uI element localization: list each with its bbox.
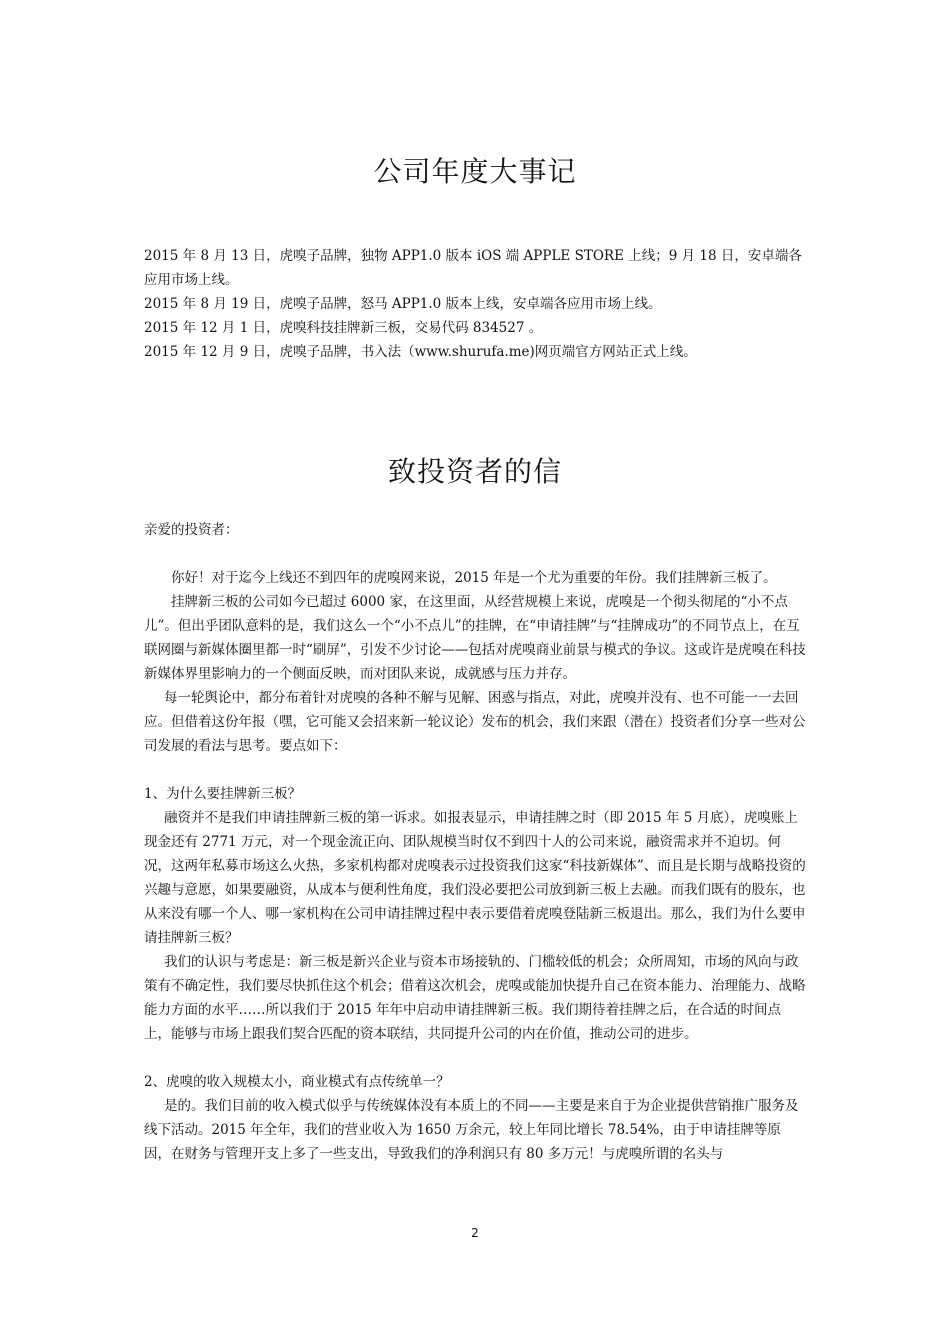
letter-paragraph: 每一轮舆论中，都分布着针对虎嗅的各种不解与见解、困惑与指点，对此，虎嗅并没有、也不可能一一去回应。但借着这份年报（嘿，它可能又会招来新一轮议论）发布的机会，我们来跟（潜在）投资者们分享一些对公司发展的看法与思考。要点如下：	[144, 690, 806, 754]
letter-paragraph: 融资并不是我们申请挂牌新三板的第一诉求。如报表显示，申请挂牌之时（即 2015 年 5 月底），虎嗅账上现金还有 2771 万元，对一个现金流正向、团队规模当时仅不到四十人的公司来说，融资需求并不迫切。何况，这两年私募市场这么火热，多家机构都对虎嗅表示过投资我们这家“科技新媒体”、而且是长期与战略投资的兴趣与意愿，如果要融资，从成本与便利性角度，我们没必要把公司放到新三板上去融。而我们既有的股东，也从来没有哪一个人、哪一家机构在公司申请挂牌过程中表示要借着虎嗅登陆新三板退出。那么，我们为什么要申请挂牌新三板？	[144, 810, 806, 946]
event-item: 2015 年 8 月 19 日，虎嗅子品牌，怒马 APP1.0 版本上线，安卓端各应用市场上线。	[144, 296, 662, 312]
event-item: 2015 年 12 月 1 日，虎嗅科技挂牌新三板，交易代码 834527 。	[144, 320, 543, 336]
page-number: 2	[471, 1226, 479, 1240]
events-title: 公司年度大事记	[373, 155, 577, 188]
event-item: 2015 年 12 月 9 日，虎嗅子品牌，书入法（www.shurufa.me)网页端官方网站正式上线。	[144, 344, 697, 360]
letter-title: 致投资者的信	[387, 455, 562, 488]
letter-paragraph: 你好！对于迄今上线还不到四年的虎嗅网来说，2015 年是一个尤为重要的年份。我们挂牌新三板了。	[171, 570, 777, 586]
question-heading: 2、虎嗅的收入规模太小，商业模式有点传统单一？	[144, 1074, 450, 1090]
letter-paragraph: 我们的认识与考虑是：新三板是新兴企业与资本市场接轨的、门槛较低的机会；众所周知，市场的风向与政策有不确定性，我们要尽快抓住这个机会；借着这次机会，虎嗅或能加快提升自己在资本能力、治理能力、战略能力方面的水平……所以我们于 2015 年年中启动申请挂牌新三板。我们期待着挂牌之后，在合适的时间点上，能够与市场上跟我们契合匹配的资本联结，共同提升公司的内在价值，推动公司的进步。	[144, 954, 806, 1042]
letter-body	[144, 566, 806, 1166]
events-list	[144, 244, 806, 364]
greeting-text: 亲爱的投资者：	[144, 522, 239, 538]
letter-paragraph: 挂牌新三板的公司如今已超过 6000 家，在这里面，从经营规模上来说，虎嗅是一个彻头彻尾的“小不点儿”。但出乎团队意料的是，我们这么一个“小不点儿”的挂牌，在“申请挂牌”与“挂牌成功”的不同节点上，在互联网圈与新媒体圈里都一时“刷屏”，引发不少讨论——包括对虎嗅商业前景与模式的争议。这或许是虎嗅在科技新媒体界里影响力的一个侧面反映，而对团队来说，成就感与压力并存。	[144, 594, 806, 682]
letter-paragraph: 是的。我们目前的收入模式似乎与传统媒体没有本质上的不同——主要是来自于为企业提供营销推广服务及线下活动。2015 年全年，我们的营业收入为 1650 万余元，较上年同比增长 78.54%，由于申请挂牌等原因，在财务与管理开支上多了一些支出，导致我们的净利润只有 80 多万元！与虎嗅所谓的名头与	[144, 1098, 799, 1162]
question-heading: 1、为什么要挂牌新三板？	[144, 786, 302, 802]
letter-greeting	[144, 518, 806, 542]
event-item: 2015 年 8 月 13 日，虎嗅子品牌，独物 APP1.0 版本 iOS 端 APPLE STORE 上线；9 月 18 日，安卓端各应用市场上线。	[144, 248, 802, 288]
